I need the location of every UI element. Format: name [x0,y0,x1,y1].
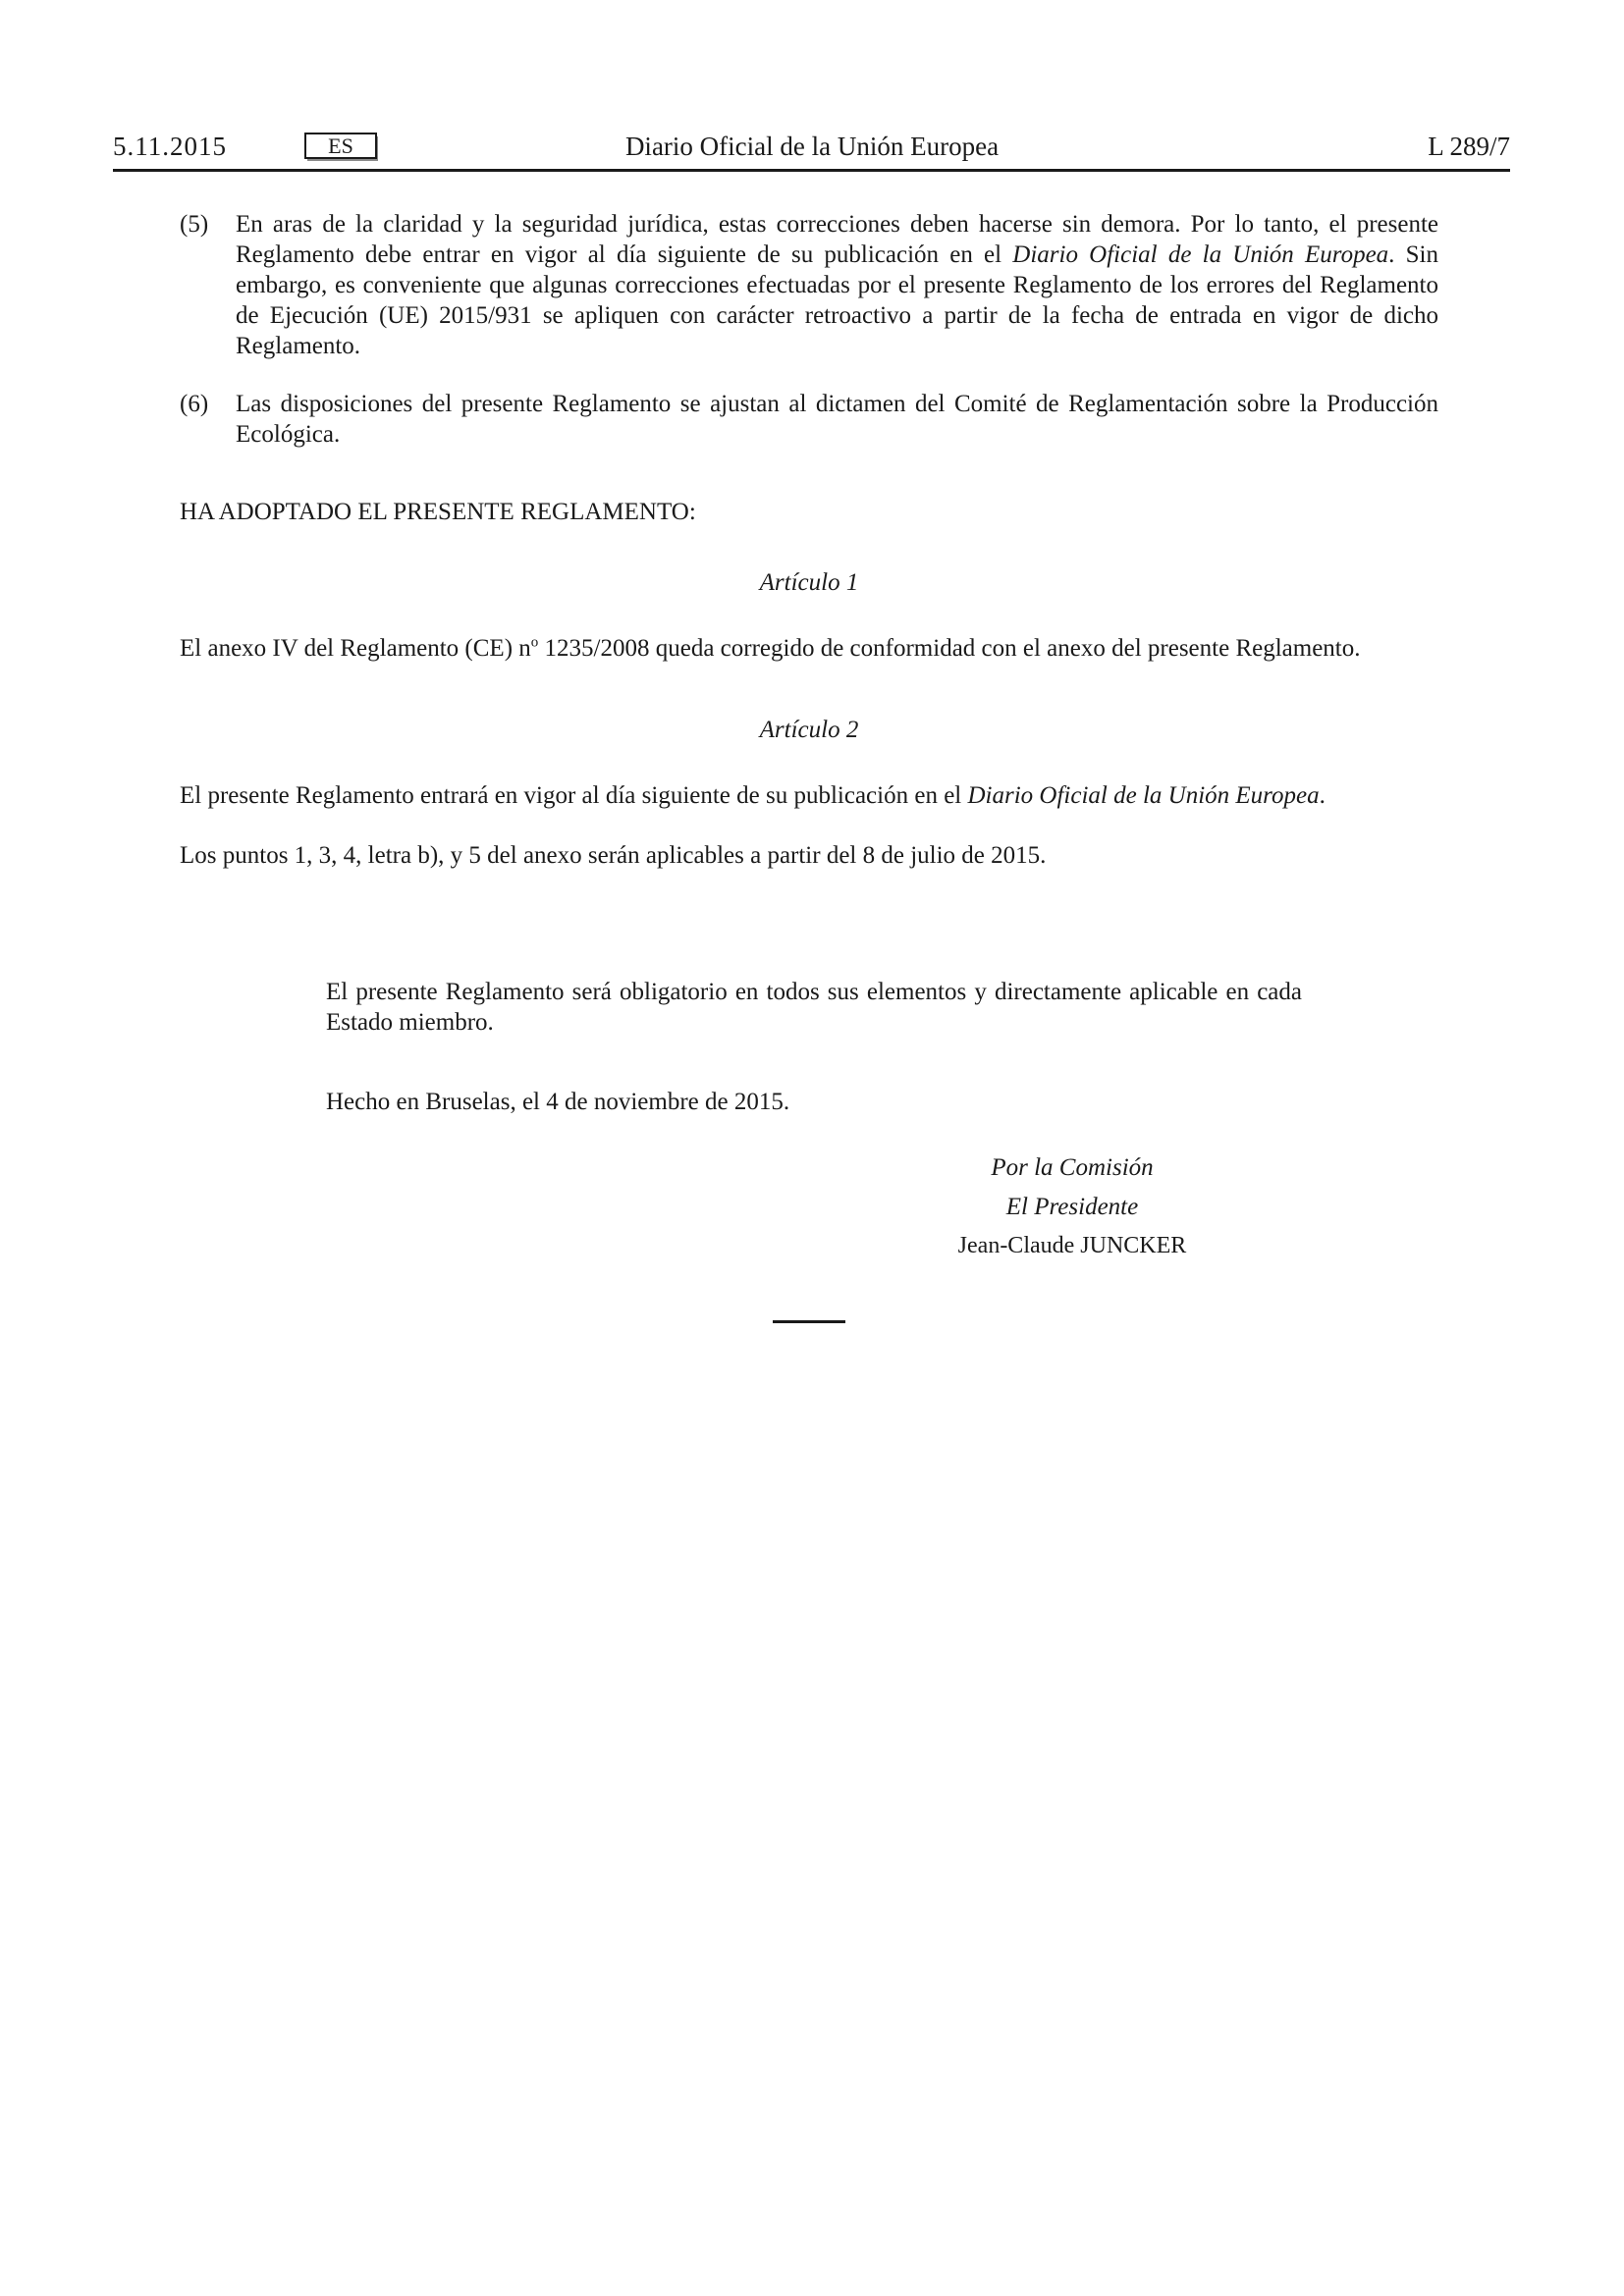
place-and-date: Hecho en Bruselas, el 4 de noviembre de 2015. [326,1089,790,1115]
article-text-run: 1235/2008 queda corregido de conformidad con el anexo del presente Reglamento. [538,635,1361,662]
article-2-paragraph-1 [180,780,1438,811]
signature-name: Jean-Claude JUNCKER [957,1233,1187,1258]
enacting-formula: HA ADOPTADO EL PRESENTE REGLAMENTO: [180,499,696,525]
journal-name-italic: Diario Oficial de la Unión Europea [1012,241,1389,268]
recital-number: (6) [180,391,209,417]
recital-text-run: Las disposiciones del presente Reglamento se ajustan al dictamen del Comité de Reglamentación sobre la Producción Ecológica. [236,391,1438,448]
signature-on-behalf: Por la Comisión [991,1154,1154,1181]
article-1-heading: Artículo 1 [759,569,859,596]
recital-text [236,389,1438,450]
article-2-paragraph-2: Los puntos 1, 3, 4, letra b), y 5 del anexo serán aplicables a partir del 8 de julio de 2015. [180,842,1047,869]
language-badge: ES [304,133,377,159]
header-rule [113,169,1510,172]
end-of-act-divider [773,1320,845,1323]
binding-statement: El presente Reglamento será obligatorio en todos sus elementos y directamente aplicable en cada Estado miembro. [326,979,1302,1036]
article-text-run: . [1319,782,1326,809]
recital-5 [180,209,1438,361]
recital-text-run: . Sin embargo, es conveniente que algunas correcciones efectuadas por el presente Reglamento de los errores del Reglamento de Ejecución (UE) 2015/931 se apliquen con carácter retroactivo a partir de la fecha de entrada en vigor de dicho Reglamento. [236,241,1438,359]
document-body [180,209,1438,1323]
article-1-text [180,633,1438,664]
page-header [0,130,1624,165]
recital-number: (5) [180,211,209,238]
header-date: 5.11.2015 [113,132,227,161]
signature-role: El Presidente [1005,1194,1139,1220]
signature-block [679,1152,1465,1261]
journal-name-italic: Diario Oficial de la Unión Europea [967,782,1320,809]
article-text-run: El anexo IV del Reglamento (CE) n [180,635,531,662]
article-2-heading: Artículo 2 [759,717,859,743]
recital-text [236,209,1438,361]
recital-text-run: En aras de la claridad y la seguridad jurídica, estas correcciones deben hacerse sin demora. Por lo tanto, el presente Reglamento debe entrar en vigor al día siguiente de su publicación en el [236,211,1438,268]
page-number: L 289/7 [1428,132,1510,161]
ordinal-superscript: o [530,634,539,651]
recital-6 [180,389,1438,450]
journal-title: Diario Oficial de la Unión Europea [624,132,1000,161]
article-text-run: El presente Reglamento entrará en vigor al día siguiente de su publicación en el [180,782,968,809]
